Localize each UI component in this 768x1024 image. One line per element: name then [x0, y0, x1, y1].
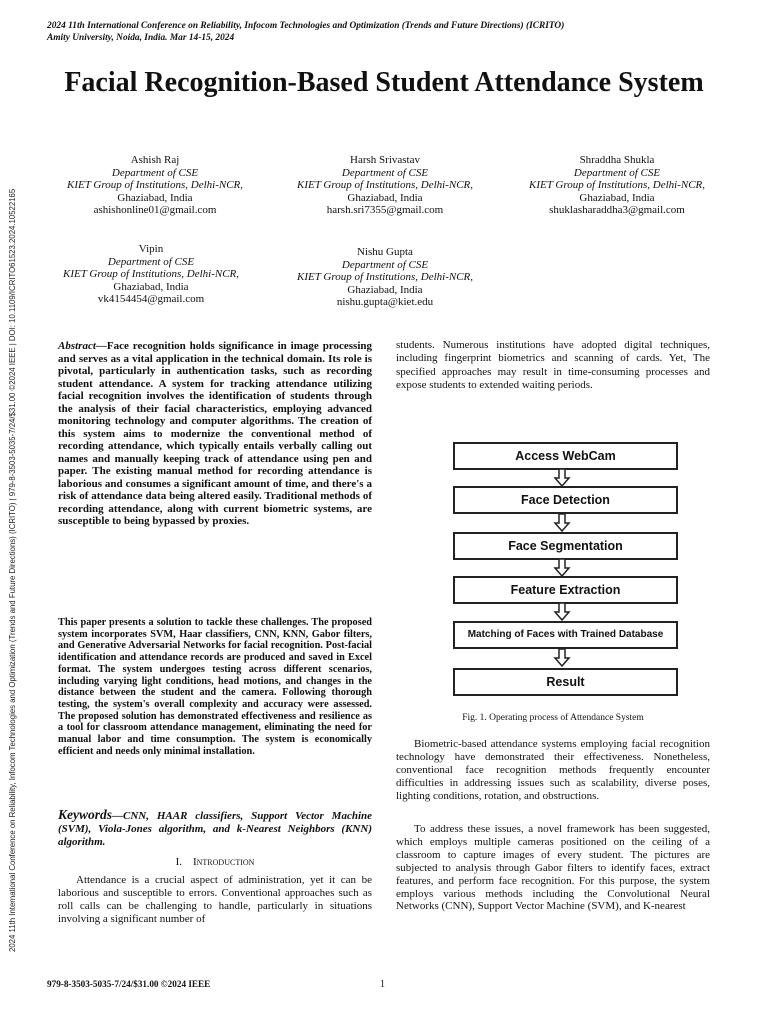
flow-step-3: Face Segmentation	[453, 532, 678, 560]
author-name: Vipin	[138, 243, 164, 255]
keywords-text: —CNN, HAAR classifiers, Support Vector Machine (SVM), Viola-Jones algorithm, and k-Nearest Neighbors (KNN) algorithm.	[58, 810, 372, 848]
author-dept: Department of CSE	[111, 166, 199, 179]
abstract-text: Face recognition holds significance in image processing and serves as a vital application in the technical domain. Its role is pivotal, particularly in authentication tasks, such as recording student attendance. A system for tracking attendance utilizing facial recognition involves the identification of students through the analysis of their facial characteristics, employing advanced monitoring technology and computer algorithms. The creation of this system aims to modernize the conventional method of recording attendance, which typically entails verbally calling out names and manually keeping track of attendance using pen and paper. The existing manual method for recording attendance is laborious and consumes a significant amount of time, and there's a risk of attendance data being altered easily. Traditional methods of recording attendance, along with current biometric systems, are susceptible to being bypassed by proxies.	[58, 340, 372, 527]
section-heading-introduction	[58, 856, 372, 869]
section-number: I.	[175, 856, 182, 868]
flow-step-2: Face Detection	[453, 486, 678, 514]
keywords-lead: Keywords	[58, 807, 112, 822]
flow-arrow-4	[553, 603, 571, 621]
conference-header	[47, 20, 727, 44]
author-inst: KIET Group of Institutions, Delhi-NCR,	[296, 271, 473, 284]
author-dept: Department of CSE	[573, 166, 661, 179]
author-name: Shraddha Shukla	[579, 154, 655, 166]
side-doi-strip: 2024 11th International Conference on Reliability, Infocom Technologies and Optimization (Trends and Future Directions) (ICRITO) | 979-8-3503-5035-7/24/$31.00 ©2024 IEEE | DOI: 10.1109/ICRITO61523.2024.10522165	[8, 188, 17, 952]
author-name: Nishu Gupta	[357, 246, 413, 258]
author-block-4	[46, 243, 256, 306]
flow-arrow-1	[553, 469, 571, 487]
keywords-paragraph	[58, 808, 372, 849]
paper-title: Facial Recognition-Based Student Attendance System	[64, 67, 704, 98]
flow-step-1: Access WebCam	[453, 442, 678, 470]
author-email: vk4154454@gmail.com	[97, 293, 205, 306]
right-paragraph-1: students. Numerous institutions have adopted digital techniques, including fingerprint biometrics and scanning of cards. Yet, The specified approaches may result in time-consuming processes and expose students to extended waiting periods.	[396, 339, 710, 391]
author-city: Ghaziabad, India	[347, 283, 423, 296]
footer-isbn: 979-8-3503-5035-7/24/$31.00 ©2024 IEEE	[47, 979, 211, 989]
author-inst: KIET Group of Institutions, Delhi-NCR,	[62, 268, 239, 281]
author-dept: Department of CSE	[341, 166, 429, 179]
right-paragraph-2: Biometric-based attendance systems employing facial recognition technology have demonstrated their effectiveness. Nonetheless, conventional face recognition methods frequently encounter difficulties in addressing issues such as scalability, diverse poses, lighting conditions, rotation, and obstructions.	[396, 738, 710, 802]
abstract-lead: Abstract—	[58, 340, 107, 352]
conference-line-1: 2024 11th International Conference on Reliability, Infocom Technologies and Optimization (Trends and Future Directions) (ICRITO)	[47, 21, 565, 31]
figure-caption: Fig. 1. Operating process of Attendance System	[462, 713, 644, 723]
author-dept: Department of CSE	[341, 258, 429, 271]
flow-step-4: Feature Extraction	[453, 576, 678, 604]
flow-step-6: Result	[453, 668, 678, 696]
abstract-paragraph	[58, 340, 372, 528]
author-name: Ashish Raj	[130, 154, 180, 166]
flow-arrow-5	[553, 649, 571, 667]
right-paragraph-3: To address these issues, a novel framework has been suggested, which employs multiple cameras positioned on the ceiling of a classroom to capture images of every student. The pictures are subjected to analysis through Gabor filters to identify faces, extract features, and perform face recognition. For this purpose, the system employs various methods including the Convolutional Neural Networks (CNN), Support Vector Machine (SVM), and K-nearest	[396, 823, 710, 913]
author-inst: KIET Group of Institutions, Delhi-NCR,	[66, 179, 243, 192]
page-number: 1	[380, 979, 385, 990]
author-block-1	[50, 154, 260, 217]
author-city: Ghaziabad, India	[113, 280, 189, 293]
intro-paragraph-1: Attendance is a crucial aspect of administration, yet it can be laborious and susceptible to errors. Conventional approaches such as roll calls can be challenging to handle, particularly in situations involving a significant number of	[58, 874, 372, 925]
author-email: shuklasharaddha3@gmail.com	[549, 204, 685, 217]
author-block-3	[512, 154, 722, 217]
conference-line-2: Amity University, Noida, India. Mar 14-15, 2024	[47, 33, 235, 43]
author-block-5	[280, 246, 490, 309]
flow-step-5: Matching of Faces with Trained Database	[453, 621, 678, 649]
author-city: Ghaziabad, India	[579, 191, 655, 204]
author-dept: Department of CSE	[107, 255, 195, 268]
author-name: Harsh Srivastav	[350, 154, 420, 166]
author-block-2	[280, 154, 490, 217]
author-inst: KIET Group of Institutions, Delhi-NCR,	[296, 179, 473, 192]
author-email: ashishonline01@gmail.com	[93, 204, 217, 217]
author-email: harsh.sri7355@gmail.com	[326, 204, 444, 217]
abstract-paragraph-2: This paper presents a solution to tackle these challenges. The proposed system incorporates SVM, Haar classifiers, CNN, KNN, Gabor filters, and Generative Adversarial Networks for facial recognition. Post-facial identification and attendance records are produced and saved in Excel format. The system undergoes testing across different scenarios, including varying light conditions, head motions, and changes in the distance between the student and the camera. Following thorough testing, the system's overall complexity and accuracy were assessed. The proposed solution has demonstrated effectiveness and resilience as a tool for classroom attendance management, eliminating the need for manual labor and time consumption. The system is economically efficient and needs only minimal installation.	[58, 617, 372, 757]
flow-arrow-2	[553, 514, 571, 532]
author-city: Ghaziabad, India	[117, 191, 193, 204]
section-title: Introduction	[192, 856, 255, 868]
author-inst: KIET Group of Institutions, Delhi-NCR,	[528, 179, 705, 192]
author-city: Ghaziabad, India	[347, 191, 423, 204]
flow-arrow-3	[553, 559, 571, 577]
author-email: nishu.gupta@kiet.edu	[336, 296, 434, 309]
